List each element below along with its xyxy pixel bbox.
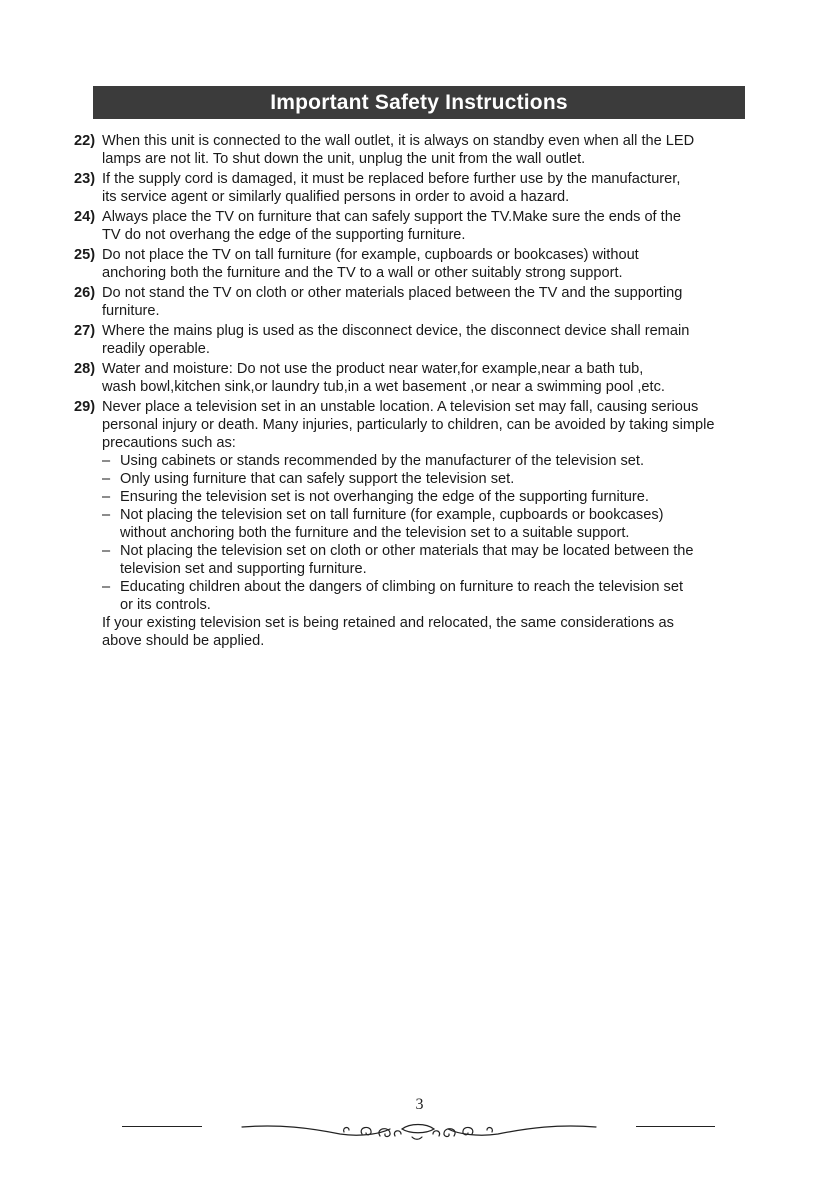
text-line: Not placing the television set on tall furniture (for example, cupboards or bookcases) [120, 507, 664, 523]
dash-bullet: – [102, 507, 111, 523]
instruction-item-24 [74, 208, 786, 244]
text-line: Water and moisture: Do not use the product near water,for example,near a bath tub, [102, 361, 644, 377]
dash-bullet: – [102, 489, 111, 505]
precaution-item [102, 452, 786, 470]
text-line: precautions such as: [102, 435, 236, 451]
precaution-item [102, 470, 786, 488]
text-line: lamps are not lit. To shut down the unit, unplug the unit from the wall outlet. [102, 151, 586, 167]
item-number: 23) [74, 171, 96, 187]
item-number: 24) [74, 209, 96, 225]
dash-bullet: – [102, 543, 111, 559]
instruction-item-26 [74, 284, 786, 320]
text-line: Always place the TV on furniture that can safely support the TV.Make sure the ends of the [102, 209, 681, 225]
item-text [102, 246, 786, 282]
footer-rule-left [122, 1126, 202, 1127]
precaution-item [102, 506, 786, 542]
dash-bullet: – [102, 471, 111, 487]
precaution-item [102, 488, 786, 506]
precautions-list [102, 452, 786, 614]
instruction-item-25 [74, 246, 786, 282]
text-line: Do not stand the TV on cloth or other materials placed between the TV and the supporting [102, 285, 683, 301]
precaution-text [120, 452, 786, 470]
item-number: 22) [74, 133, 96, 149]
item-text [102, 132, 786, 168]
text-line: personal injury or death. Many injuries, particularly to children, can be avoided by taking simple [102, 417, 715, 433]
item-number: 27) [74, 323, 96, 339]
precaution-text [120, 488, 786, 506]
item-number: 26) [74, 285, 96, 301]
item-text [102, 170, 786, 206]
section-header-bar [93, 86, 745, 119]
item-number: 29) [74, 399, 96, 415]
text-line: Ensuring the television set is not overhanging the edge of the supporting furniture. [120, 489, 649, 505]
text-line: television set and supporting furniture. [120, 561, 367, 577]
closing-paragraph [102, 614, 786, 650]
instruction-item-28 [74, 360, 786, 396]
text-line: Not placing the television set on cloth or other materials that may be located between the [120, 543, 694, 559]
text-line: furniture. [102, 303, 160, 319]
text-line: If the supply cord is damaged, it must be replaced before further use by the manufacturer, [102, 171, 681, 187]
instruction-item-29 [74, 398, 786, 650]
item-text [102, 284, 786, 320]
item-text [102, 322, 786, 358]
instructions-list [74, 132, 786, 652]
precaution-text [120, 470, 786, 488]
item-number: 28) [74, 361, 96, 377]
text-line: or its controls. [120, 597, 211, 613]
text-line: Do not place the TV on tall furniture (for example, cupboards or bookcases) without [102, 247, 639, 263]
flourish-ornament-icon [240, 1116, 598, 1142]
page-number: 3 [415, 1096, 424, 1113]
text-line: When this unit is connected to the wall outlet, it is always on standby even when all the LED [102, 133, 695, 149]
precaution-text [120, 542, 786, 578]
text-line: Never place a television set in an unstable location. A television set may fall, causing serious [102, 399, 699, 415]
item-number: 25) [74, 247, 96, 263]
text-line: Only using furniture that can safely support the television set. [120, 471, 515, 487]
item-text [102, 398, 786, 650]
text-line: wash bowl,kitchen sink,or laundry tub,in a wet basement ,or near a swimming pool ,etc. [102, 379, 665, 395]
precaution-item [102, 578, 786, 614]
text-line: Using cabinets or stands recommended by the manufacturer of the television set. [120, 453, 645, 469]
item-text [102, 208, 786, 244]
text-line: anchoring both the furniture and the TV to a wall or other suitably strong support. [102, 265, 623, 281]
text-line: above should be applied. [102, 633, 265, 649]
instruction-item-27 [74, 322, 786, 358]
precaution-item [102, 542, 786, 578]
text-line: readily operable. [102, 341, 210, 357]
text-line: without anchoring both the furniture and the television set to a suitable support. [120, 525, 630, 541]
text-line: Where the mains plug is used as the disconnect device, the disconnect device shall remain [102, 323, 690, 339]
instruction-item-23 [74, 170, 786, 206]
text-line: Educating children about the dangers of climbing on furniture to reach the television set [120, 579, 684, 595]
precaution-text [120, 506, 786, 542]
dash-bullet: – [102, 579, 111, 595]
precaution-text [120, 578, 786, 614]
text-line: its service agent or similarly qualified persons in order to avoid a hazard. [102, 189, 570, 205]
text-line: TV do not overhang the edge of the supporting furniture. [102, 227, 466, 243]
footer-rule-right [636, 1126, 715, 1127]
dash-bullet: – [102, 453, 111, 469]
item-text [102, 360, 786, 396]
section-title: Important Safety Instructions [270, 90, 568, 114]
instruction-item-22 [74, 132, 786, 168]
text-line: If your existing television set is being retained and relocated, the same considerations as [102, 615, 674, 631]
